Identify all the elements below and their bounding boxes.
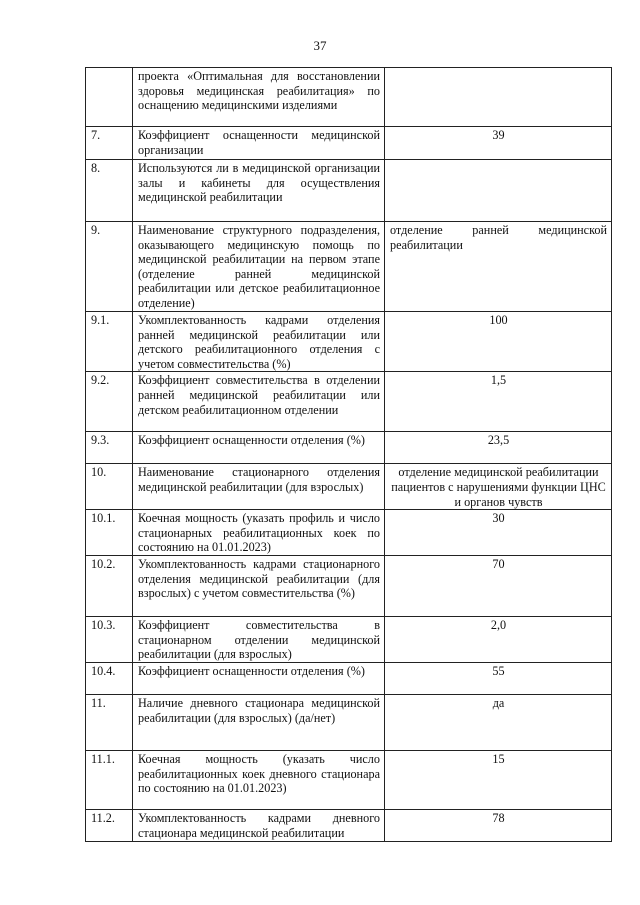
row-indicator: Укомплектованность кадрами дневного стационара медицинской реабилитации (133, 810, 385, 842)
rehabilitation-data-table (85, 67, 612, 842)
row-number: 9.3. (86, 432, 133, 464)
table-row (86, 695, 612, 751)
row-number: 8. (86, 160, 133, 222)
table-row (86, 810, 612, 842)
row-number: 9.1. (86, 312, 133, 372)
row-number: 11. (86, 695, 133, 751)
row-number: 9.2. (86, 372, 133, 432)
page-number: 37 (313, 38, 327, 53)
row-indicator: Коэффициент оснащенности медицинской организации (133, 127, 385, 160)
row-indicator: Коечная мощность (указать профиль и число стационарных реабилитационных коек по состоянию на 01.01.2023) (133, 510, 385, 556)
row-indicator: Коэффициент оснащенности отделения (%) (133, 663, 385, 695)
row-value (385, 160, 612, 222)
row-indicator: проекта «Оптимальная для восстановлении здоровья медицинская реабилитация» по оснащению медицинскими изделиями (133, 68, 385, 127)
row-number: 10.2. (86, 556, 133, 617)
table-row (86, 464, 612, 510)
table-row (86, 222, 612, 312)
row-indicator: Коечная мощность (указать число реабилитационных коек дневного стационара по состоянию на 01.01.2023) (133, 751, 385, 810)
row-value: 30 (385, 510, 612, 556)
row-value: 100 (385, 312, 612, 372)
row-value: 1,5 (385, 372, 612, 432)
row-value: 55 (385, 663, 612, 695)
row-value: 23,5 (385, 432, 612, 464)
table-row (86, 663, 612, 695)
row-value (385, 68, 612, 127)
row-indicator: Укомплектованность кадрами отделения ранней медицинской реабилитации или детского реабилитационного отделения с учетом совместительства (%) (133, 312, 385, 372)
row-value: да (385, 695, 612, 751)
row-value: 70 (385, 556, 612, 617)
row-indicator: Наименование структурного подразделения, оказывающего медицинскую помощь по медицинской реабилитации на первом этапе (отделение ранней медицинской реабилитации или детское реабилитационное отделение) (133, 222, 385, 312)
row-value: 15 (385, 751, 612, 810)
row-indicator: Коэффициент совместительства в стационарном отделении медицинской реабилитации (для взрослых) (133, 617, 385, 663)
table-row (86, 160, 612, 222)
row-indicator: Коэффициент оснащенности отделения (%) (133, 432, 385, 464)
row-number: 10.1. (86, 510, 133, 556)
row-value: 78 (385, 810, 612, 842)
row-indicator: Наименование стационарного отделения медицинской реабилитации (для взрослых) (133, 464, 385, 510)
table-row (86, 510, 612, 556)
table-row (86, 556, 612, 617)
row-value: 39 (385, 127, 612, 160)
table-row (86, 751, 612, 810)
table-row (86, 68, 612, 127)
table-row (86, 127, 612, 160)
row-number: 10.4. (86, 663, 133, 695)
row-value: отделение ранней медицинской реабилитации (385, 222, 612, 312)
row-value: отделение медицинской реабилитации пациентов с нарушениями функции ЦНС и органов чувств (385, 464, 612, 510)
table-row (86, 432, 612, 464)
table-row (86, 312, 612, 372)
row-number (86, 68, 133, 127)
row-number: 10. (86, 464, 133, 510)
row-number: 9. (86, 222, 133, 312)
row-number: 10.3. (86, 617, 133, 663)
table-row (86, 617, 612, 663)
row-number: 11.1. (86, 751, 133, 810)
row-value: 2,0 (385, 617, 612, 663)
row-indicator: Наличие дневного стационара медицинской реабилитации (для взрослых) (да/нет) (133, 695, 385, 751)
row-indicator: Укомплектованность кадрами стационарного отделения медицинской реабилитации (для взрослых) с учетом совместительства (%) (133, 556, 385, 617)
row-indicator: Коэффициент совместительства в отделении ранней медицинской реабилитации или детском реабилитационном отделении (133, 372, 385, 432)
row-number: 11.2. (86, 810, 133, 842)
row-indicator: Используются ли в медицинской организации залы и кабинеты для осуществления медицинской реабилитации (133, 160, 385, 222)
table-row (86, 372, 612, 432)
row-number: 7. (86, 127, 133, 160)
